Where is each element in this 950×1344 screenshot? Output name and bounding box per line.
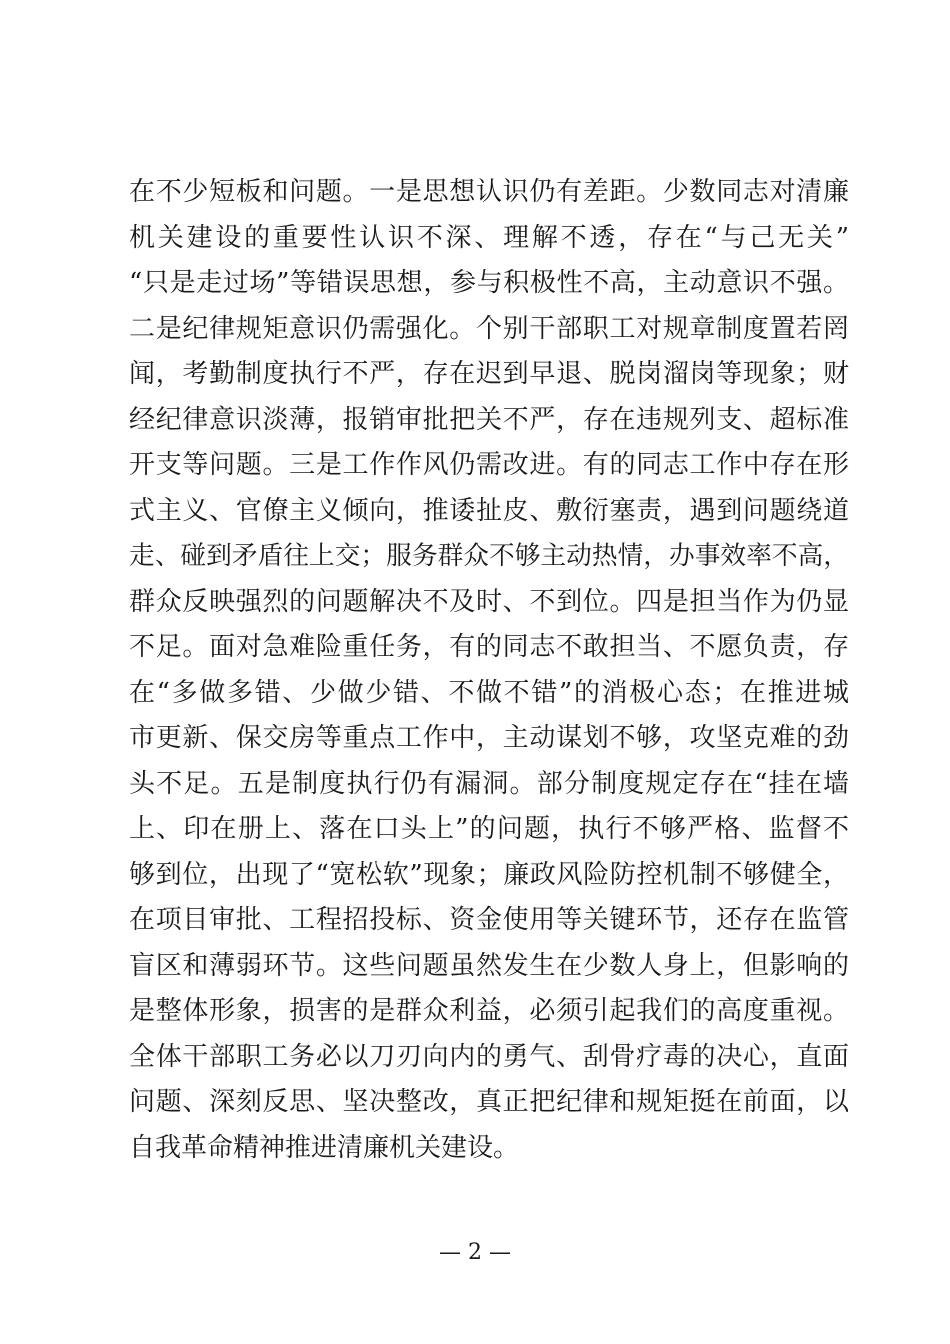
text-line: 经纪律意识淡薄，报销审批把关不严，存在违规列支、超标准 (129, 404, 849, 435)
body-paragraph (129, 170, 849, 1171)
text-line: 盲区和薄弱环节。这些问题虽然发生在少数人身上，但影响的 (129, 950, 849, 981)
text-line: 头不足。五是制度执行仍有漏洞。部分制度规定存在“挂在墙 (129, 768, 849, 799)
text-line-last: 自我革命精神推进清廉机关建设。 (129, 1132, 520, 1163)
text-line: 走、碰到矛盾往上交；服务群众不够主动热情，办事效率不高， (129, 541, 849, 571)
text-line: 机关建设的重要性认识不深、理解不透，存在“与己无关” (129, 222, 849, 253)
text-line: 闻，考勤制度执行不严，存在迟到早退、脱岗溜岗等现象；财 (129, 359, 849, 389)
text-line: 问题、深刻反思、坚决整改，真正把纪律和规矩挺在前面，以 (129, 1087, 849, 1117)
text-line: “只是走过场”等错误思想，参与积极性不高，主动意识不强。 (129, 268, 849, 298)
text-line: 在不少短板和问题。一是思想认识仍有差距。少数同志对清廉 (129, 177, 849, 207)
text-line: 式主义、官僚主义倾向，推诿扯皮、敷衍塞责，遇到问题绕道 (129, 495, 849, 526)
text-line: 全体干部职工务必以刀刃向内的勇气、刮骨疗毒的决心，直面 (129, 1041, 849, 1072)
text-line: 群众反映强烈的问题解决不及时、不到位。四是担当作为仍显 (129, 586, 849, 617)
text-line: 开支等问题。三是工作作风仍需改进。有的同志工作中存在形 (129, 450, 849, 480)
page-number: — 2 — (439, 1240, 511, 1265)
text-line: 在项目审批、工程招投标、资金使用等关键环节，还存在监管 (129, 905, 849, 935)
text-line: 市更新、保交房等重点工作中，主动谋划不够，攻坚克难的劲 (129, 723, 849, 753)
text-line: 够到位，出现了“宽松软”现象；廉政风险防控机制不够健全， (129, 859, 849, 890)
text-line: 上、印在册上、落在口头上”的问题，执行不够严格、监督不 (129, 814, 849, 844)
text-line: 不足。面对急难险重任务，有的同志不敢担当、不愿负责，存 (129, 632, 849, 662)
text-line: 是整体形象，损害的是群众利益，必须引起我们的高度重视。 (129, 996, 849, 1026)
text-line: 二是纪律规矩意识仍需强化。个别干部职工对规章制度置若罔 (129, 313, 849, 344)
text-line: 在“多做多错、少做少错、不做不错”的消极心态；在推进城 (129, 677, 849, 708)
